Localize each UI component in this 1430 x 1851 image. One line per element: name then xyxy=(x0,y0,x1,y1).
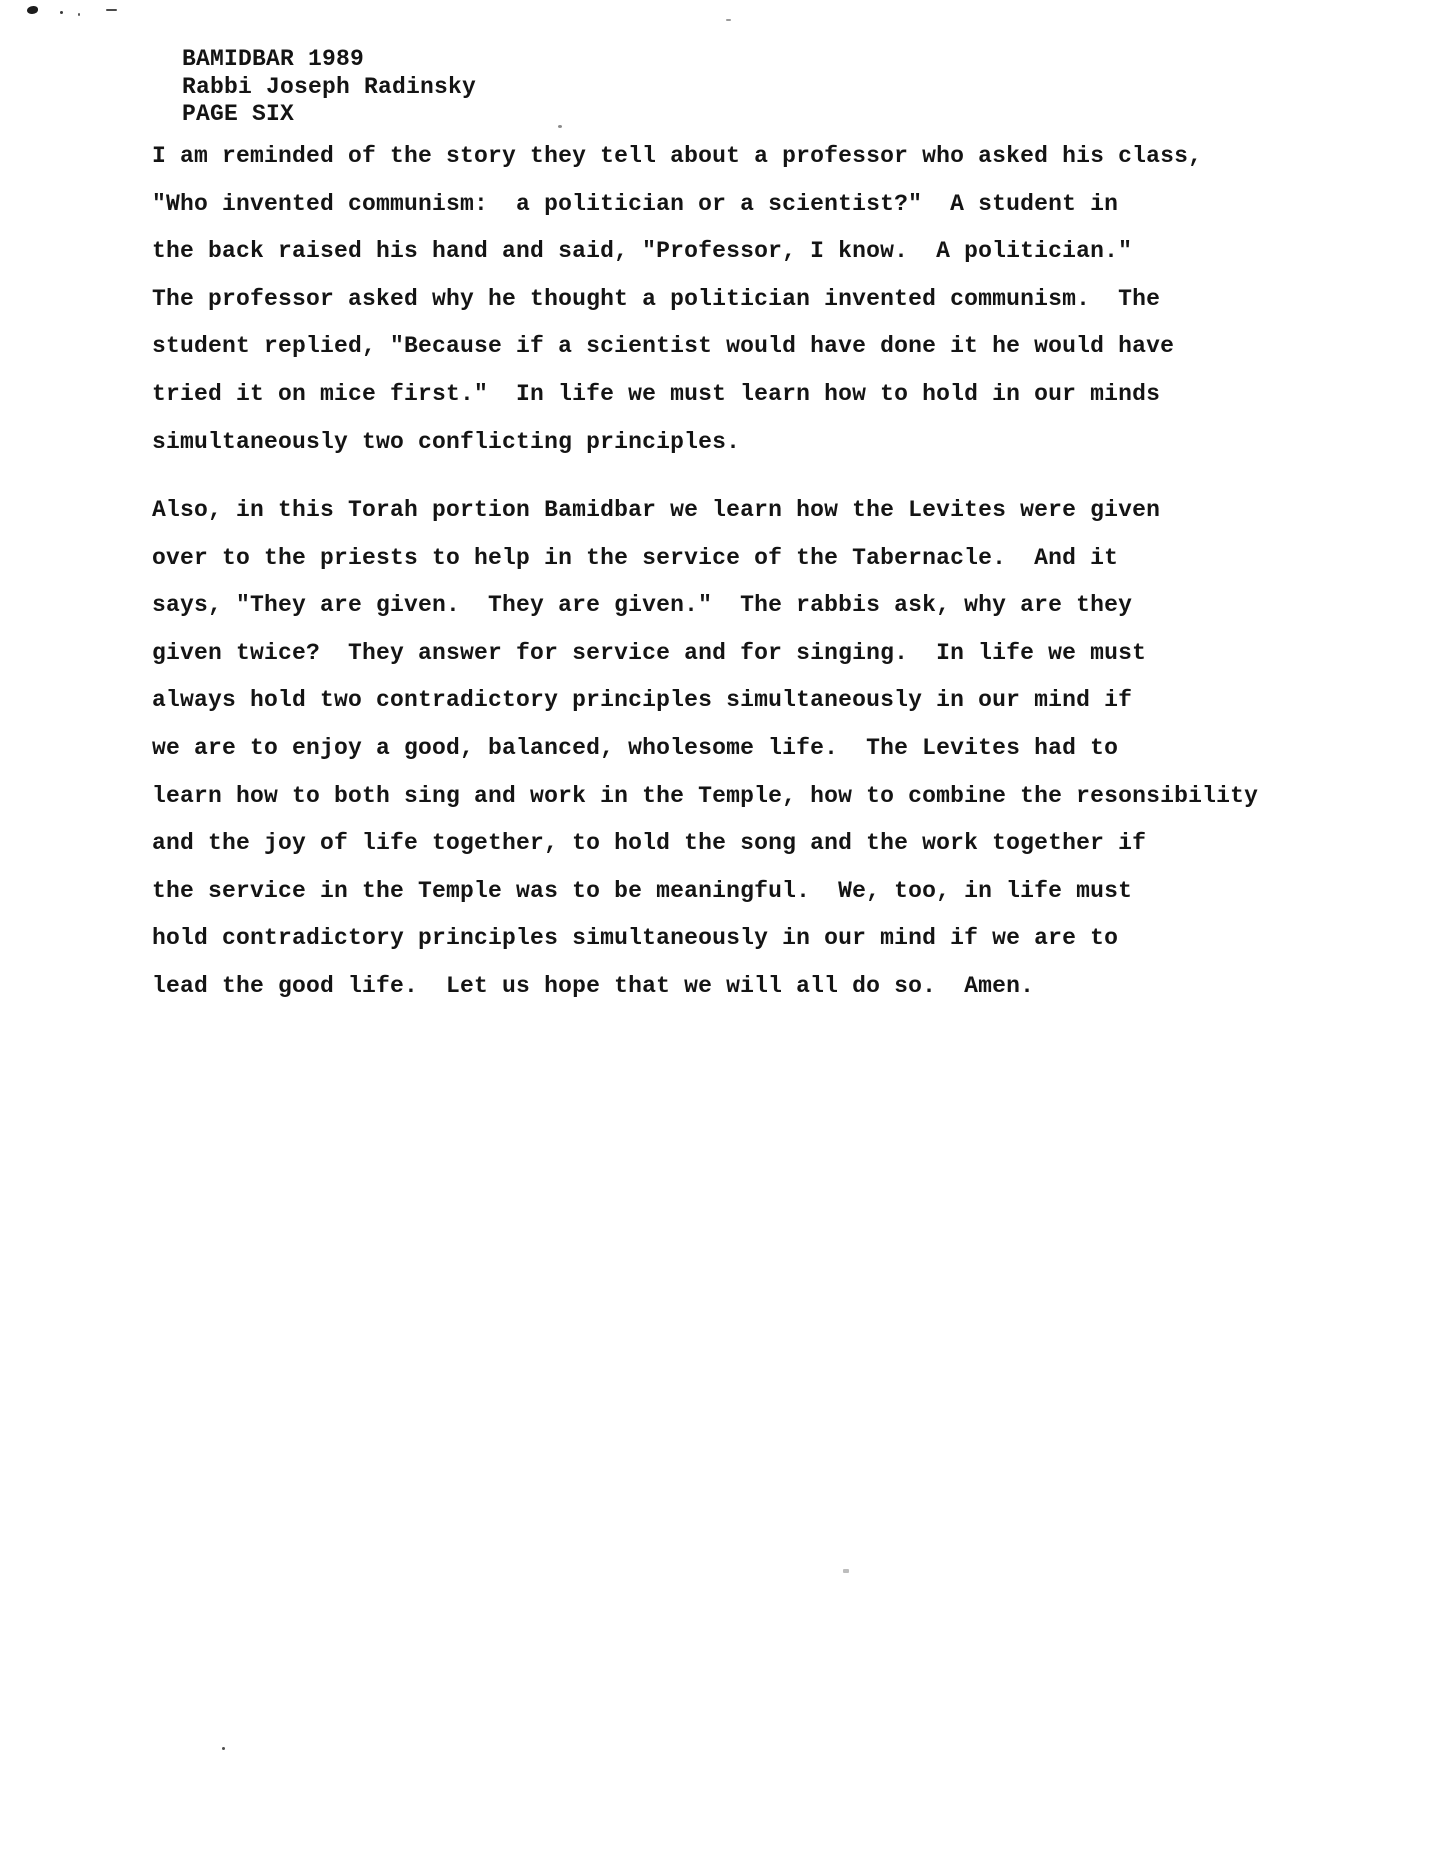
text-line: and the joy of life together, to hold the song and the work together if xyxy=(152,830,1147,857)
paragraph-professor-story xyxy=(152,133,1202,466)
document-header xyxy=(182,46,476,129)
text-line: I am reminded of the story they tell about a professor who asked his class, xyxy=(152,143,1203,169)
text-line: we are to enjoy a good, balanced, wholesome life. The Levites had to xyxy=(152,734,1119,761)
text-line: student replied, "Because if a scientist would have done it he would have xyxy=(152,333,1175,360)
text-line: the back raised his hand and said, "Professor, I know. A politician." xyxy=(152,238,1133,265)
text-line: "Who invented communism: a politician or a scientist?" A student in xyxy=(152,190,1119,217)
text-line: over to the priests to help in the service of the Tabernacle. And it xyxy=(152,544,1119,571)
text-line: given twice? They answer for service and for singing. In life we must xyxy=(152,639,1147,666)
ink-speck xyxy=(78,13,80,16)
text-line: hold contradictory principles simultaneously in our mind if we are to xyxy=(152,925,1119,952)
paragraph-levites-lesson xyxy=(152,487,1258,1011)
text-line: Also, in this Torah portion Bamidbar we learn how the Levites were given xyxy=(152,497,1161,523)
text-line: lead the good life. Let us hope that we will all do so. Amen. xyxy=(152,972,1035,999)
header-line: Rabbi Joseph Radinsky xyxy=(182,73,477,100)
ink-speck xyxy=(27,6,38,14)
ink-speck xyxy=(106,9,117,11)
header-line: BAMIDBAR 1989 xyxy=(182,46,365,72)
header-line: PAGE SIX xyxy=(182,101,295,127)
text-line: tried it on mice first." In life we must learn how to hold in our minds xyxy=(152,380,1161,407)
ink-speck xyxy=(222,1747,225,1750)
ink-speck xyxy=(60,11,63,14)
ink-speck xyxy=(726,19,731,21)
text-line: the service in the Temple was to be meaningful. We, too, in life must xyxy=(152,877,1133,904)
text-line: learn how to both sing and work in the Temple, how to combine the resonsibility xyxy=(152,782,1259,809)
text-line: says, "They are given. They are given." The rabbis ask, why are they xyxy=(152,592,1133,619)
ink-speck xyxy=(843,1569,849,1573)
ink-speck xyxy=(558,125,562,128)
text-line: The professor asked why he thought a politician invented communism. The xyxy=(152,285,1161,312)
text-line: always hold two contradictory principles simultaneously in our mind if xyxy=(152,687,1133,714)
text-line: simultaneously two conflicting principles. xyxy=(152,428,741,455)
